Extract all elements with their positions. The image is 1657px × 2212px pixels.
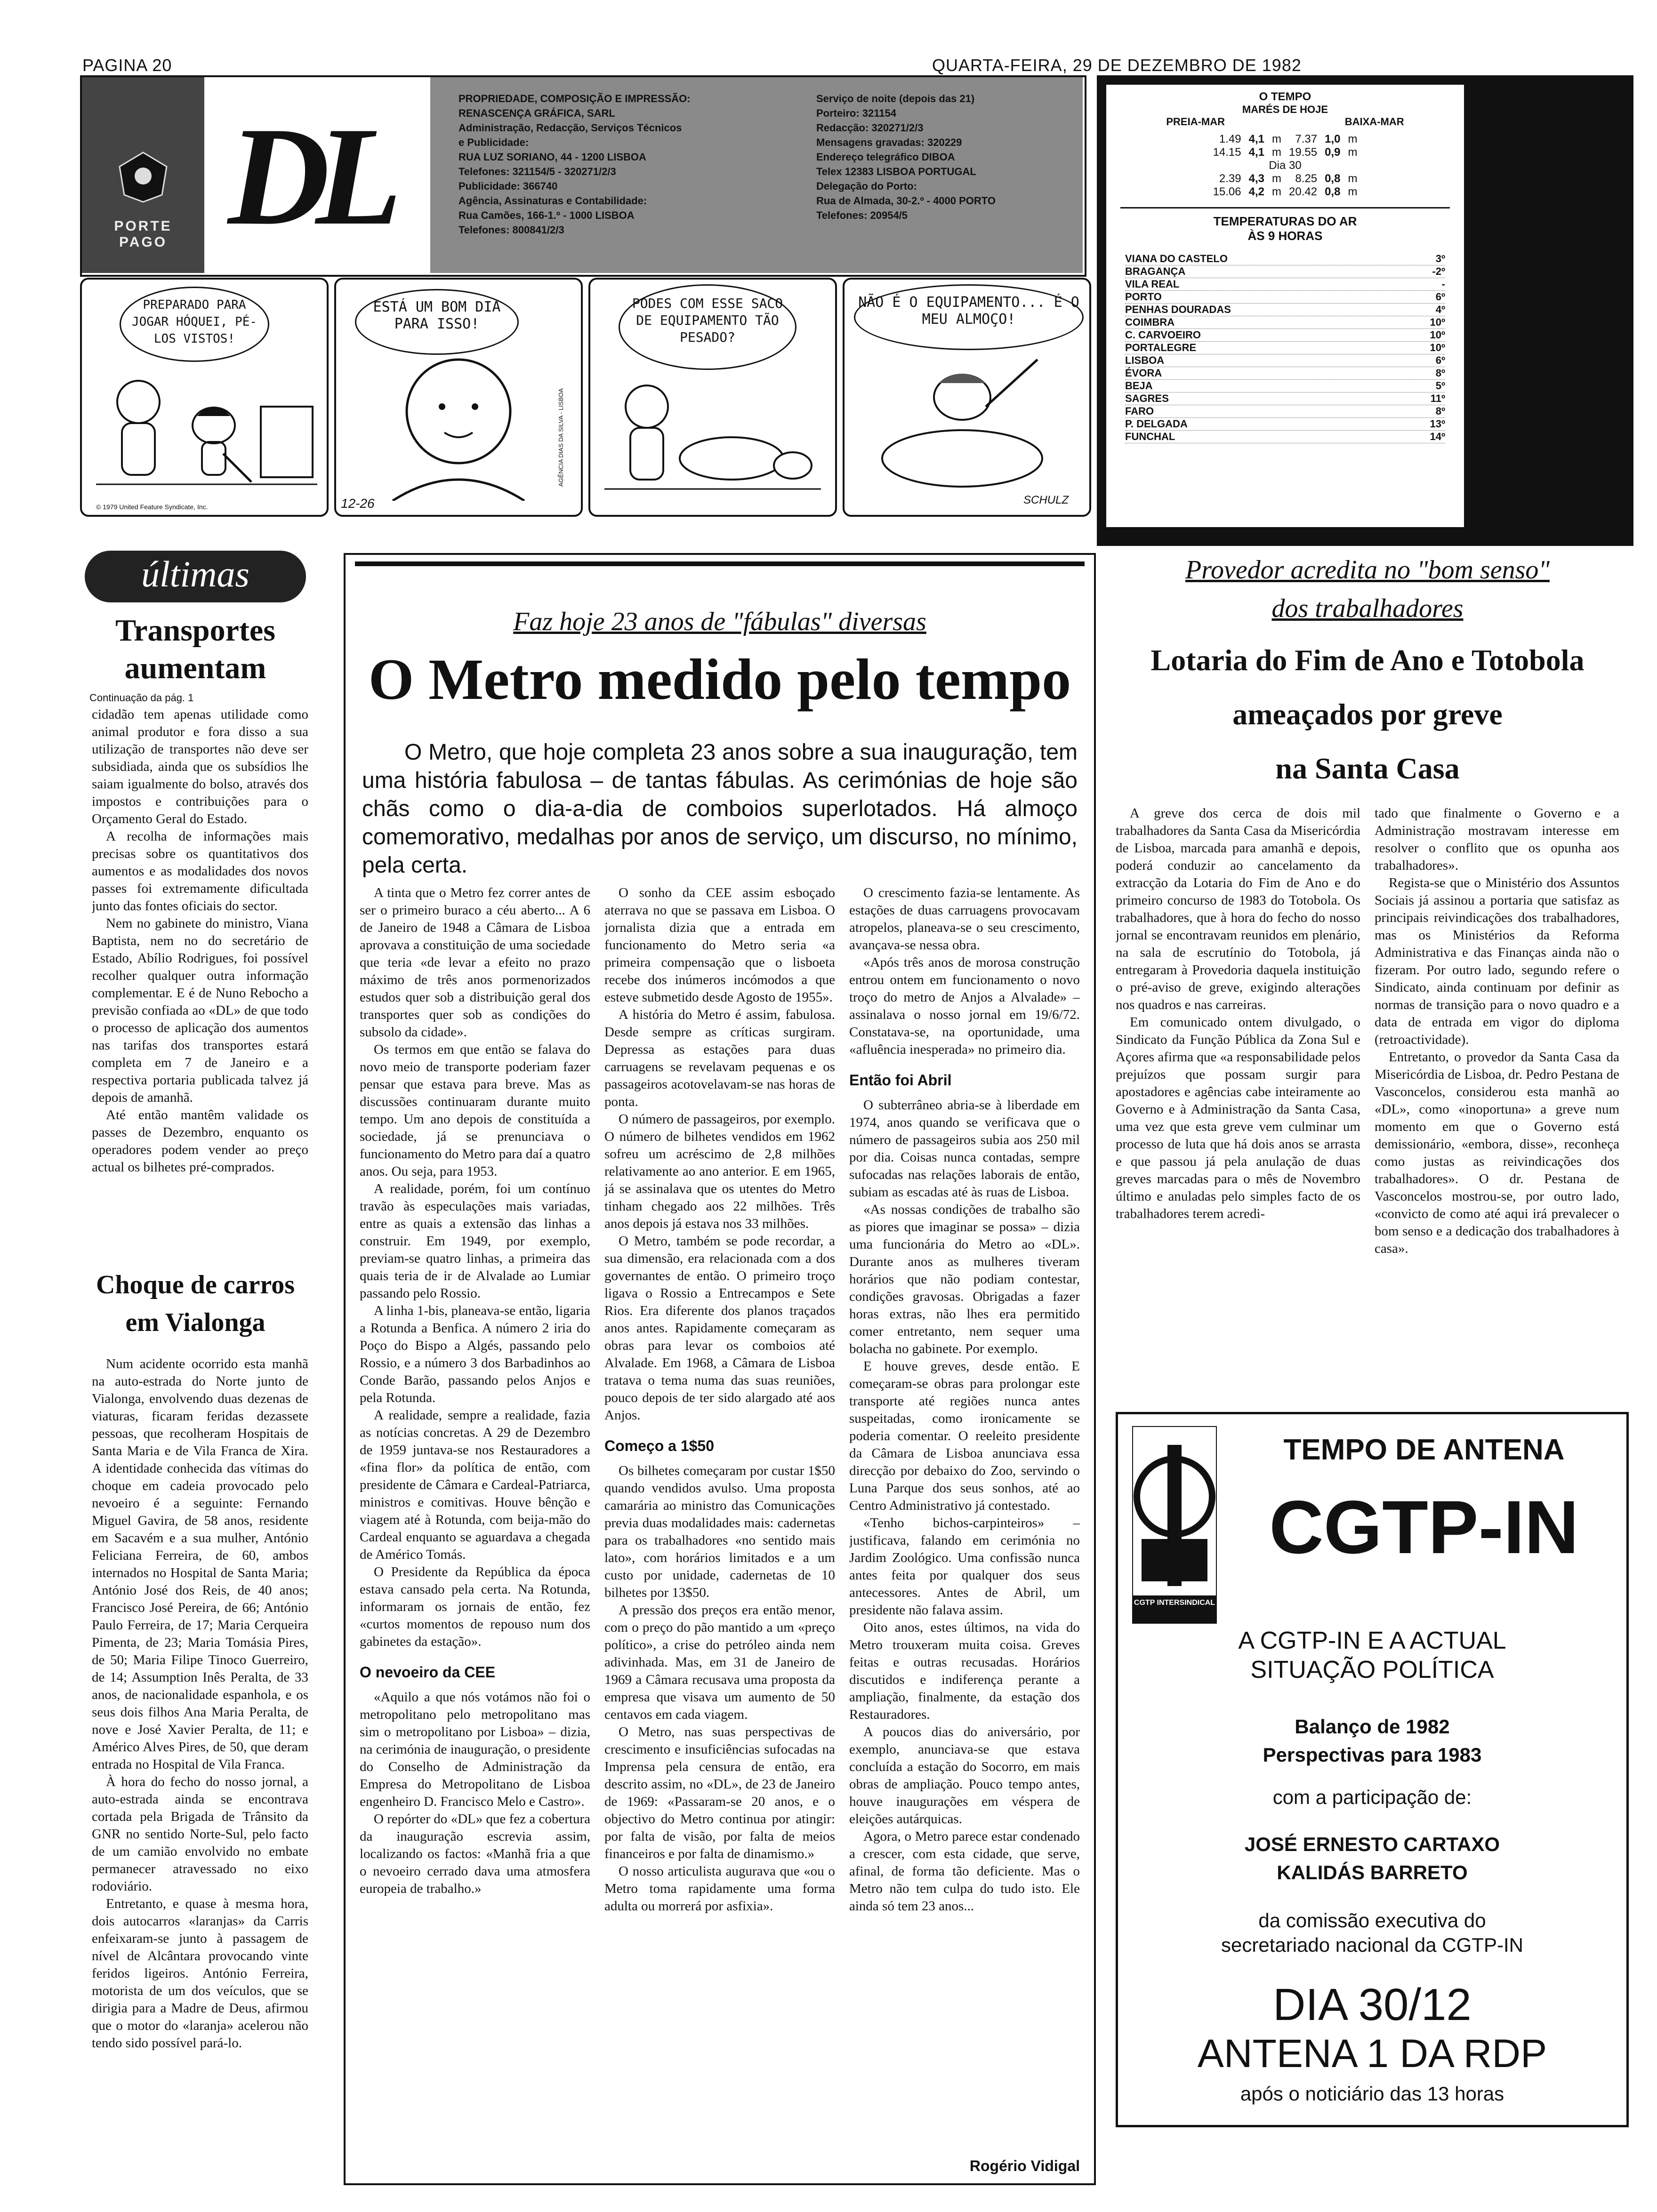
- table-row: 1.49 4,1 m 7.37 1,0 m: [1219, 133, 1358, 145]
- baixa-mar-label: BAIXA-MAR: [1344, 116, 1404, 128]
- metro-author: Rogério Vidigal: [969, 2157, 1080, 2174]
- dl-logo: DL: [228, 98, 388, 254]
- ultimas-badge: últimas: [85, 551, 306, 602]
- day30-label: Dia 30: [1269, 159, 1302, 172]
- porte-pago: PORTE PAGO: [114, 218, 172, 250]
- metro-column-2: O sonho da CEE assim esboçado aterrava no que se passava em Lisboa. O jornalista dizia que a entrada em funcionamento do Metro seria «a primeira compensação que o lisboeta recebe dos inúmeros incómodos a que esteve submetido desde Agosto de 1955». A história do Metro é assim, fabulosa. Desde sempre as críticas surgiram. Depressa as estações para duas carruagens se revelavam pequenas e os passageiros acotovelavam-se nas horas de ponta. O número de passageiros, por exemplo. O número de bilhetes vendidos em 1962 sofreu um acréscimo de 2,8 milhões relativamente ao ano anterior. E em 1965, já se assinalava que os utentes do Metro tinham chegado aos 22 milhões. Três anos depois já estava nos 33 milhões. O Metro, também se pode recordar, a sua dimensão, era relacionada com a dos governantes de então. O primeiro troço ligava o Rossio a Entrecampos e Sete Rios. Era diferente dos planos traçados anos antes. Rapidamente começaram as obras para levar os comboios até Alvalade. Em 1968, a Câmara de Lisboa tratava o tema numa das suas reuniões, pouco depois de ter sido alargado até aos Anjos. Começo a 1$50 Os bilhetes começaram por custar 1$50 quando vendidos avulso. Uma proposta camarária ao ministro das Comunicações previa duas modalidades mais: cadernetas para os trabalhadores «no sentido mais lato», com horários limitados e a um custo por unidade, cadernetas de 10 bilhetes por 13$50. A pressão dos preços era então menor, com o preço do pão mantido a um «preço político», a crise do petróleo ainda nem adivinhada. Mas, em 31 de Janeiro de 1969 a Câmara recusava uma proposta da empresa que visava um aumento de 50 centavos em cada viagem. O Metro, nas suas perspectivas de crescimento e insuficiências sufocadas na Imprensa pela censura de então, era descrito assim, no «DL», de 23 de Janeiro de 1969: «Passaram-se 20 anos, e o objectivo do Metro continua por atingir: por falta de visão, por falta de meios financeiros e por falta de dinamismo.» O nosso articulista augurava que «ou o Metro toma rapidamente uma forma adulta ou morrerá por asfixia».: [604, 885, 835, 1914]
- metro-article-box: [344, 553, 1096, 2185]
- metro-column-3: O crescimento fazia-se lentamente. As estações de duas carruagens provocavam atropelos, planeava-se o seu crescimento, avançava-se nessa obra. «Após três anos de morosa construção entrou ontem em funcionamento o novo troço do metro de Anjos a Alvalade» – assinalava o nosso jornal em 19/6/72. Constatava-se, na oportunidade, uma «afluência inesperada» no primeiro dia. Então foi Abril O subterrâneo abria-se à liberdade em 1974, anos quando se verificava que o número de passageiros subia aos 250 mil por dia. Coisas nunca contadas, sempre sufocadas nas relações laborais de então, subiam as escadas até às ruas de Lisboa. «As nossas condições de trabalho são as piores que imaginar se possa» – dizia uma funcionária do Metro ao «DL». Durante anos as mulheres tiveram horários que não podiam contestar, condições gravosas. Obrigadas a fazer horas extras, não lhes era permitido comer entretanto, nem sequer uma bolacha no gabinete. Por exemplo. E houve greves, desde então. E começaram-se obras para prolongar este transporte até regiões nunca antes suspeitadas, como ironicamente se poderia comentar. O reeleito presidente da Câmara de Lisboa anunciava essa direcção por debaixo do Zoo, servindo o Luna Parque dos seus sonhos, até ao Centro Administrativo já contestado. «Tenho bichos-carpinteiros» – justificava, falando em cerimónia no Jardim Zoológico. Uma confissão nunca antes feita por qualquer dos seus antecessores. Antes de Abril, um presidente não falava assim. Oito anos, estes últimos, na vida do Metro trouxeram muita coisa. Greves feitas e outras recusadas. Horários discutidos e indiferença perante a ampliação, finalmente, da estação dos Restauradores. A poucos dias do aniversário, por exemplo, anunciava-se que estava concluída a estação do Socorro, em mais obras de ampliação. Pouco tempo antes, houve inaugurações em véspera de eleições autárquicas. Agora, o Metro parece estar condenado a crescer, com esta cidade, que serve, afinal, de forma tão deficiente. Mas o Metro não tem culpa do tudo isto. Ele ainda só tem 23 anos...: [849, 885, 1080, 1914]
- ad-line-10: DIA 30/12: [1273, 1980, 1472, 2030]
- ad-line-8: KALIDÁS BARRETO: [1277, 1861, 1468, 1883]
- comic-panel-4: [843, 278, 1091, 517]
- metro-column-1: A tinta que o Metro fez correr antes de ser o primeiro buraco a céu aberto... A 6 de Janeiro de 1948 a Câmara de Lisboa aprovava a constituição de uma sociedade que teria «de levar a efeito no prazo máximo de três anos pormenorizados estudos quer sob a distribuição geral dos transportes quer sob as condições do subsolo da cidade». Os termos em que então se falava do novo meio de transporte poderiam fazer pensar que estava para breve. Mas as discussões continuaram durante muito tempo. Um ano depois de constituída a sociedade, já se prenunciava o funcionamento do Metro para daí a quatro anos. Ou seja, para 1953. A realidade, porém, foi um contínuo travão às especulações mais variadas, entre as quais a extensão das linhas a construir. Em 1949, por exemplo, previam-se quatro linhas, a primeira das quais teria de ir de Alvalade ao Lumiar passando pelo Rossio. A linha 1-bis, planeava-se então, ligaria a Rotunda a Benfica. A número 2 iria do Poço do Bispo a Algés, passando pelo Rossio, e a número 3 dos Barbadinhos ao Conde Barão, passando pelos Anjos e pela Rotunda. A realidade, sempre a realidade, fazia as notícias concretas. A 29 de Dezembro de 1959 juntava-se nos Restauradores a «fina flor» da política de então, com presidente de Câmara e Cardeal-Patriarca, ministros e comitivas. Houve bênção e viagem até à Rotunda, com beija-mão do Cardeal enquanto se aguardava a chegada de Américo Tomás. O Presidente da República da época estava cansado pela certa. Na Rotunda, informaram os jornais de então, fez «curtos momentos de repouso num dos gabinetes da estação». O nevoeiro da CEE «Aquilo a que nós votámos não foi o metropolitano pelo metropolitano mas sim o metropolitano por Lisboa» – dizia, na cerimónia de inauguração, o presidente do Conselho de Administração da Empresa do Metropolitano de Lisboa engenheiro D. Francisco Melo e Castro». O repórter do «DL» que fez a cobertura da inauguração escrevia assim, localizando os factos: «Manhã fria a que o nevoeiro cerrado dava uma atmosfera europeia de trabalho.»: [360, 885, 590, 1896]
- weather-title: O TEMPO: [1259, 90, 1311, 103]
- lotaria-kicker: Provedor acredita no "bom senso" dos trabalhadores: [1185, 555, 1550, 623]
- list-item: C. CARVOEIRO 10º: [1125, 329, 1445, 341]
- ad-line-7: JOSÉ ERNESTO CARTAXO: [1244, 1833, 1500, 1855]
- ad-line-5: Perspectivas para 1983: [1263, 1744, 1482, 1766]
- page-date: QUARTA-FEIRA, 29 DE DEZEMBRO DE 1982: [932, 56, 1302, 75]
- list-item: SAGRES 11º: [1125, 393, 1445, 404]
- agency-credit: AGÊNCIA DIAS DA SILVA - LISBOA: [557, 388, 564, 487]
- ad-line-3: A CGTP-IN E A ACTUAL SITUAÇÃO POLÍTICA: [1238, 1627, 1506, 1683]
- page-number: PAGINA 20: [82, 56, 172, 75]
- charlie-brown-icon: [364, 350, 553, 501]
- ad-line-11: ANTENA 1 DA RDP: [1197, 2031, 1547, 2076]
- crest-icon: [110, 148, 176, 204]
- list-item: PORTO 6º: [1125, 291, 1445, 303]
- transportes-headline: Transportes aumentam: [115, 613, 275, 685]
- list-item: BEJA 5º: [1125, 380, 1445, 392]
- publisher-info: PROPRIEDADE, COMPOSIÇÃO E IMPRESSÃO: RENASCENÇA GRÁFICA, SARL Administração, Redacção, Serviços Técnicos e Publicidade: RUA LUZ SORIANO, 44 - 1200 LISBOA Telefones: 321154/5 - 320271/2/3 Publicidade: 366740 Agência, Assinaturas e Contabilidade: Rua Camões, 166-1.º - 1000 LISBOA Telefones: 800841/2/3: [458, 93, 691, 236]
- masthead-side-panel: [82, 77, 204, 273]
- list-item: VILA REAL -: [1125, 278, 1445, 290]
- list-item: ÉVORA 8º: [1125, 367, 1445, 379]
- table-row: 2.39 4,3 m 8.25 0,8 m: [1219, 172, 1358, 185]
- cgtp-logo-label: CGTP INTERSINDICAL: [1134, 1599, 1215, 1607]
- tides-title: MARÉS DE HOJE: [1242, 104, 1328, 115]
- temps-subtitle: ÀS 9 HORAS: [1247, 229, 1323, 243]
- list-item: FUNCHAL 14º: [1125, 431, 1445, 442]
- list-item: P. DELGADA 13º: [1125, 418, 1445, 430]
- comic-panel-2: [334, 278, 583, 517]
- comic-strip: [80, 278, 1087, 522]
- list-item: PENHAS DOURADAS 4º: [1125, 304, 1445, 315]
- speech-bubble: PODES COM ESSE SACO DE EQUIPAMENTO TÃO PESADO?: [619, 284, 796, 370]
- continuation-note: Continuação da pág. 1: [89, 692, 194, 704]
- list-item: PORTALEGRE 10º: [1125, 342, 1445, 353]
- transportes-article: cidadão tem apenas utilidade como animal produtor e fora disso a sua utilização de transportes não deve ser subsidiada, ainda que os subsídios lhe saiam igualmente do bolso, através dos impostos e contribuições para o Orçamento Geral do Estado. A recolha de informações mais precisas sobre os quantitativos dos aumentos e as modalidades dos novos passes foi extremamente dificultada junto das fontes oficiais do sector. Nem no gabinete do ministro, Viana Baptista, nem no do secretário de Estado, Abílio Rodrigues, foi possível recolher qualquer outra informação complementar. E é de Nuno Rebocho a previsão confiada ao «DL» de que todo o processo de aplicação dos aumentos nas tarifas dos transportes estará completa em 7 de Janeiro e a respectiva portaria publicada talvez já depois de amanhã. Até então mantêm validade os passes de Dezembro, enquanto os operadores podem vender ao preço actual os bilhetes pré-comprados.: [92, 707, 308, 1175]
- copyright: © 1979 United Feature Syndicate, Inc.: [96, 503, 208, 511]
- ad-line-12: após o noticiário das 13 horas: [1240, 2083, 1504, 2105]
- lotaria-column-1: A greve dos cerca de dois mil trabalhadores da Santa Casa da Misericórdia de Lisboa, marcada para amanhã e depois, poderá conduzir ao cancelamento da extracção da Lotaria do Fim de Ano e do primeiro concurso de 1983 do Totobola. Os trabalhadores, que à hora do fecho do nosso jornal se encontravam reunidos em plenário, na sala de escrutínio do Totobola, já entregaram à Provedoria daquela instituição o pré-aviso de greve, exigindo alterações nos quadros e nas carreiras. Em comunicado ontem divulgado, o Sindicato da Função Pública da Zona Sul e Açores afirma que «a responsabilidade pelos prejuízos que possam surgir para apostadores e agências cabe inteiramente ao Governo e à Administração da Santa Casa, uma vez que esta greve vem culminar um processo de luta que há dois anos se arrasta e que passou já pela anulação de duas greves marcadas para o mês de Novembro último e anuladas pelo simples facto de os trabalhadores terem acredi-: [1116, 806, 1360, 1221]
- metro-lead: O Metro, que hoje completa 23 anos sobre a sua inauguração, tem uma história fabulosa – de tantas fábulas. As cerimónias de hoje são chãs como o dia-a-dia de comboios superlotados. Há almoço comemorativo, medalhas por anos de serviço, um discurso, no mínimo, pela certa.: [362, 740, 1078, 878]
- cgtp-logo-icon: [1132, 1426, 1217, 1624]
- speech-bubble: ESTÁ UM BOM DIA PARA ISSO!: [355, 289, 519, 355]
- weather-panel: [1106, 85, 1464, 527]
- artist-signature: SCHULZ: [1023, 494, 1069, 506]
- subheading: Começo a 1$50: [604, 1437, 715, 1454]
- weather-box: [1097, 75, 1633, 546]
- snoopy-on-bag-icon: [863, 355, 1070, 496]
- snoopy-with-bag-icon: [604, 364, 821, 505]
- ad-line-9: da comissão executiva do secretariado nacional da CGTP-IN: [1221, 1909, 1523, 1956]
- ad-line-4: Balanço de 1982: [1295, 1715, 1450, 1738]
- preia-mar-label: PREIA-MAR: [1166, 116, 1225, 128]
- metro-headline: O Metro medido pelo tempo: [368, 647, 1071, 712]
- metro-kicker: Faz hoje 23 anos de "fábulas" diversas: [513, 607, 926, 636]
- comic-panel-3: [588, 278, 837, 517]
- tides-table: [1209, 133, 1361, 199]
- list-item: VIANA DO CASTELO 3º: [1125, 253, 1445, 264]
- vialonga-article: Num acidente ocorrido esta manhã na auto-estrada do Norte junto de Vialonga, envolvendo duas dezenas de viaturas, ficaram feridas dezassete pessoas, que recolheram Hospitais de Santa Maria e de Vila Franca de Xira. A identidade conhecida das vítimas do choque em cadeia provocado pelo nevoeiro é a seguinte: Fernando Miguel Gavira, de 58 anos, residente em Sacavém e a sua mulher, António Feliciana Ferreira, de 60, ambos internados no Hospital de Santa Maria; António José dos Reis, de 40 anos; Francisco José Pereira, de 66; António Paulo Ferreira, de 17; Maria Cerqueira Pimenta, de 23; Maria Tomásia Pires, de 50; Maria Filipe Tinoco Guerreiro, de 14; Assumption Inês Peralta, de 33 anos, de nacionalidade espanhola, e os seus dois filhos Ana Maria Peralta, de nove e José Xavier Peralta, de 11; e Américo Alves Pires, de 50, que deram entrada no Hospital de Vila Franca. À hora do fecho do nosso jornal, a auto-estrada ainda se encontrava cortada pela Brigada de Trânsito da GNR no sentido Norte-Sul, pelo facto de um camião envolvido no embate permanecer atravessado no eixo rodoviário. Entretanto, e quase à mesma hora, dois autocarros «laranjas» da Carris enfeixaram-se junto à passagem de nível de Alcântara provocando vinte feridos ligeiros. António Ferreira, motorista de um dos veículos, que se dirigia para a Madre de Deus, afirmou que o motor do «laranja» acelerou não tendo sido possível pará-lo.: [92, 1356, 308, 2051]
- subheading: Então foi Abril: [849, 1072, 952, 1089]
- comic-panel-1: [80, 278, 329, 517]
- subheading: O nevoeiro da CEE: [360, 1664, 496, 1681]
- masthead: [80, 75, 1086, 277]
- list-item: LISBOA 6º: [1125, 354, 1445, 366]
- peanuts-characters-icon: [96, 360, 317, 501]
- vialonga-headline: Choque de carros em Vialonga: [96, 1270, 295, 1337]
- speech-bubble: PREPARADO PARA JOGAR HÓQUEI, PÉ-LOS VISTOS!: [120, 287, 269, 362]
- speech-bubble: NÃO É O EQUIPAMENTO... É O MEU ALMOÇO!: [854, 284, 1084, 350]
- table-row: 14.15 4,1 m 19.55 0,9 m: [1213, 146, 1358, 159]
- ad-line-1: TEMPO DE ANTENA: [1283, 1434, 1565, 1466]
- temps-title: TEMPERATURAS DO AR: [1213, 214, 1357, 228]
- list-item: BRAGANÇA -2º: [1125, 265, 1445, 277]
- lotaria-headline: Lotaria do Fim de Ano e Totobola ameaçados por greve na Santa Casa: [1150, 643, 1585, 785]
- temperatures-list: [1125, 253, 1445, 443]
- list-item: COIMBRA 10º: [1125, 316, 1445, 328]
- lotaria-column-2: tado que finalmente o Governo e a Administração mostravam interesse em resolver o conflito que os opunha aos trabalhadores». Regista-se que o Ministério dos Assuntos Sociais já assinou a portaria que satisfaz as principais reivindicações dos trabalhadores, mas os Ministérios da Reforma Administrativa e das Finanças ainda não o fizeram. Por outro lado, segundo refere o Sindicato, ainda continuam por definir as normas de transição para o novo quadro e a data de entrada em vigor do diploma (retroactividade). Entretanto, o provedor da Santa Casa da Misericórdia de Lisboa, dr. Pedro Pestana de Vasconcelos, considerou esta manhã ao «DL», como «inoportuna» a greve num momento em que o Governo está demissionário, «embora, disse», reconheça como justas as reivindicações dos trabalhadores». O dr. Pestana de Vasconcelos mostrou-se, por outro lado, «convicto de como até aqui irá prevalecer o bom senso e a dedicação dos trabalhadores à casa».: [1375, 806, 1619, 1256]
- table-row: 15.06 4,2 m 20.42 0,8 m: [1213, 185, 1358, 198]
- list-item: FARO 8º: [1125, 405, 1445, 417]
- ad-line-2: CGTP-IN: [1269, 1485, 1579, 1569]
- contact-info: Serviço de noite (depois das 21) Porteiro: 321154 Redacção: 320271/2/3 Mensagens gravadas: 320229 Endereço telegráfico DIBOA Telex 12383 LISBOA PORTUGAL Delegação do Porto: Rua de Almada, 30-2.º - 4000 PORTO Telefones: 20954/5: [816, 93, 996, 221]
- date-mark: 12-26: [341, 496, 375, 511]
- cgtp-advertisement: [1116, 1412, 1629, 2127]
- ad-line-6: com a participação de:: [1272, 1786, 1472, 1808]
